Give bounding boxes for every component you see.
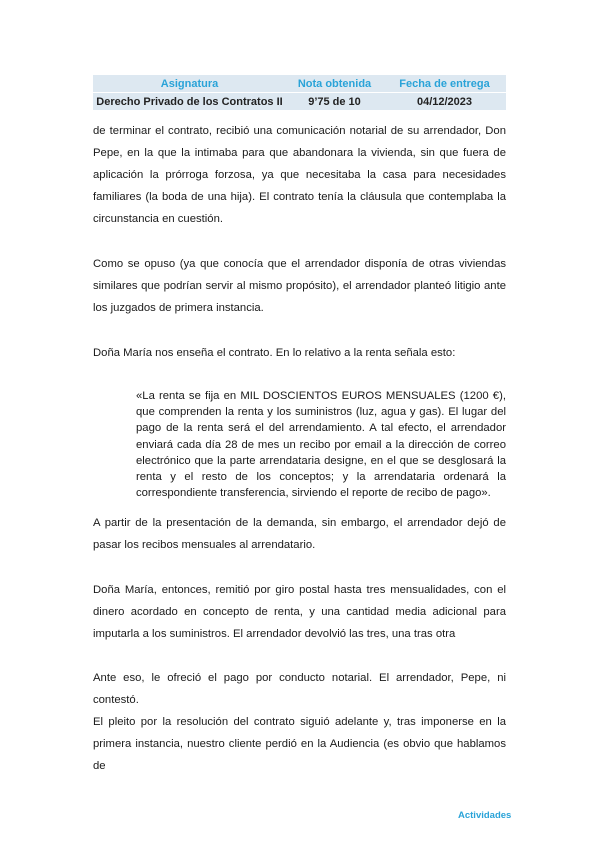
paragraph-1: de terminar el contrato, recibió una comunicación notarial de su arrendador, Don Pepe, en la que la intimaba para que abandonara la vivienda, sin que fuera de aplicación la prórroga forzosa, ya que necesitaba la casa para necesidades familiares (la boda de una hija). El contrato tenía la cláusula que contemplaba la circunstancia en cuestión. [93,125,506,225]
paragraph-2: Como se opuso (ya que conocía que el arrendador disponía de otras viviendas similares que podrían servir al mismo propósito), el arrendador planteó litigio ante los juzgados de primera instancia. [93,258,506,314]
paragraph-4: A partir de la presentación de la demanda, sin embargo, el arrendador dejó de pasar los recibos mensuales al arrendatario. [93,517,506,551]
cell-date: 04/12/2023 [383,93,506,111]
header-grade: Nota obtenida [286,75,383,93]
paragraph-3: Doña María nos enseña el contrato. En lo relativo a la renta señala esto: [93,347,456,359]
cell-grade: 9’75 de 10 [286,93,383,111]
grade-table-row [93,93,506,111]
cell-subject: Derecho Privado de los Contratos II [93,93,286,111]
contract-quote: «La renta se fija en MIL DOSCIENTOS EUROS MENSUALES (1200 €), que comprenden la renta y los suministros (luz, agua y gas). El lugar del pago de la renta será el del arrendamiento. A tal efecto, el arrendador enviará cada día 28 de mes un recibo por email a la dirección de correo electrónico que la parte arrendataria designe, en el que se desglosará la renta y el resto de los conceptos; y la arrendataria ordenará la correspondiente transferencia, sirviendo el reporte de recibo de pago». [136,390,506,500]
paragraph-6: Ante eso, le ofreció el pago por conducto notarial. El arrendador, Pepe, ni contestó. [93,672,506,706]
grade-table [93,75,506,110]
paragraph-5: Doña María, entonces, remitió por giro postal hasta tres mensualidades, con el dinero acordado en concepto de renta, y una cantidad media adicional para imputarla a los suministros. El arrendador devolvió las tres, una tras otra [93,584,506,640]
footer-label: Actividades [458,810,512,821]
paragraph-7: El pleito por la resolución del contrato siguió adelante y, tras imponerse en la primera instancia, nuestro cliente perdió en la Audiencia (es obvio que hablamos de [93,716,506,772]
header-date: Fecha de entrega [383,75,506,93]
grade-table-header-row [93,75,506,93]
header-subject: Asignatura [93,75,286,93]
